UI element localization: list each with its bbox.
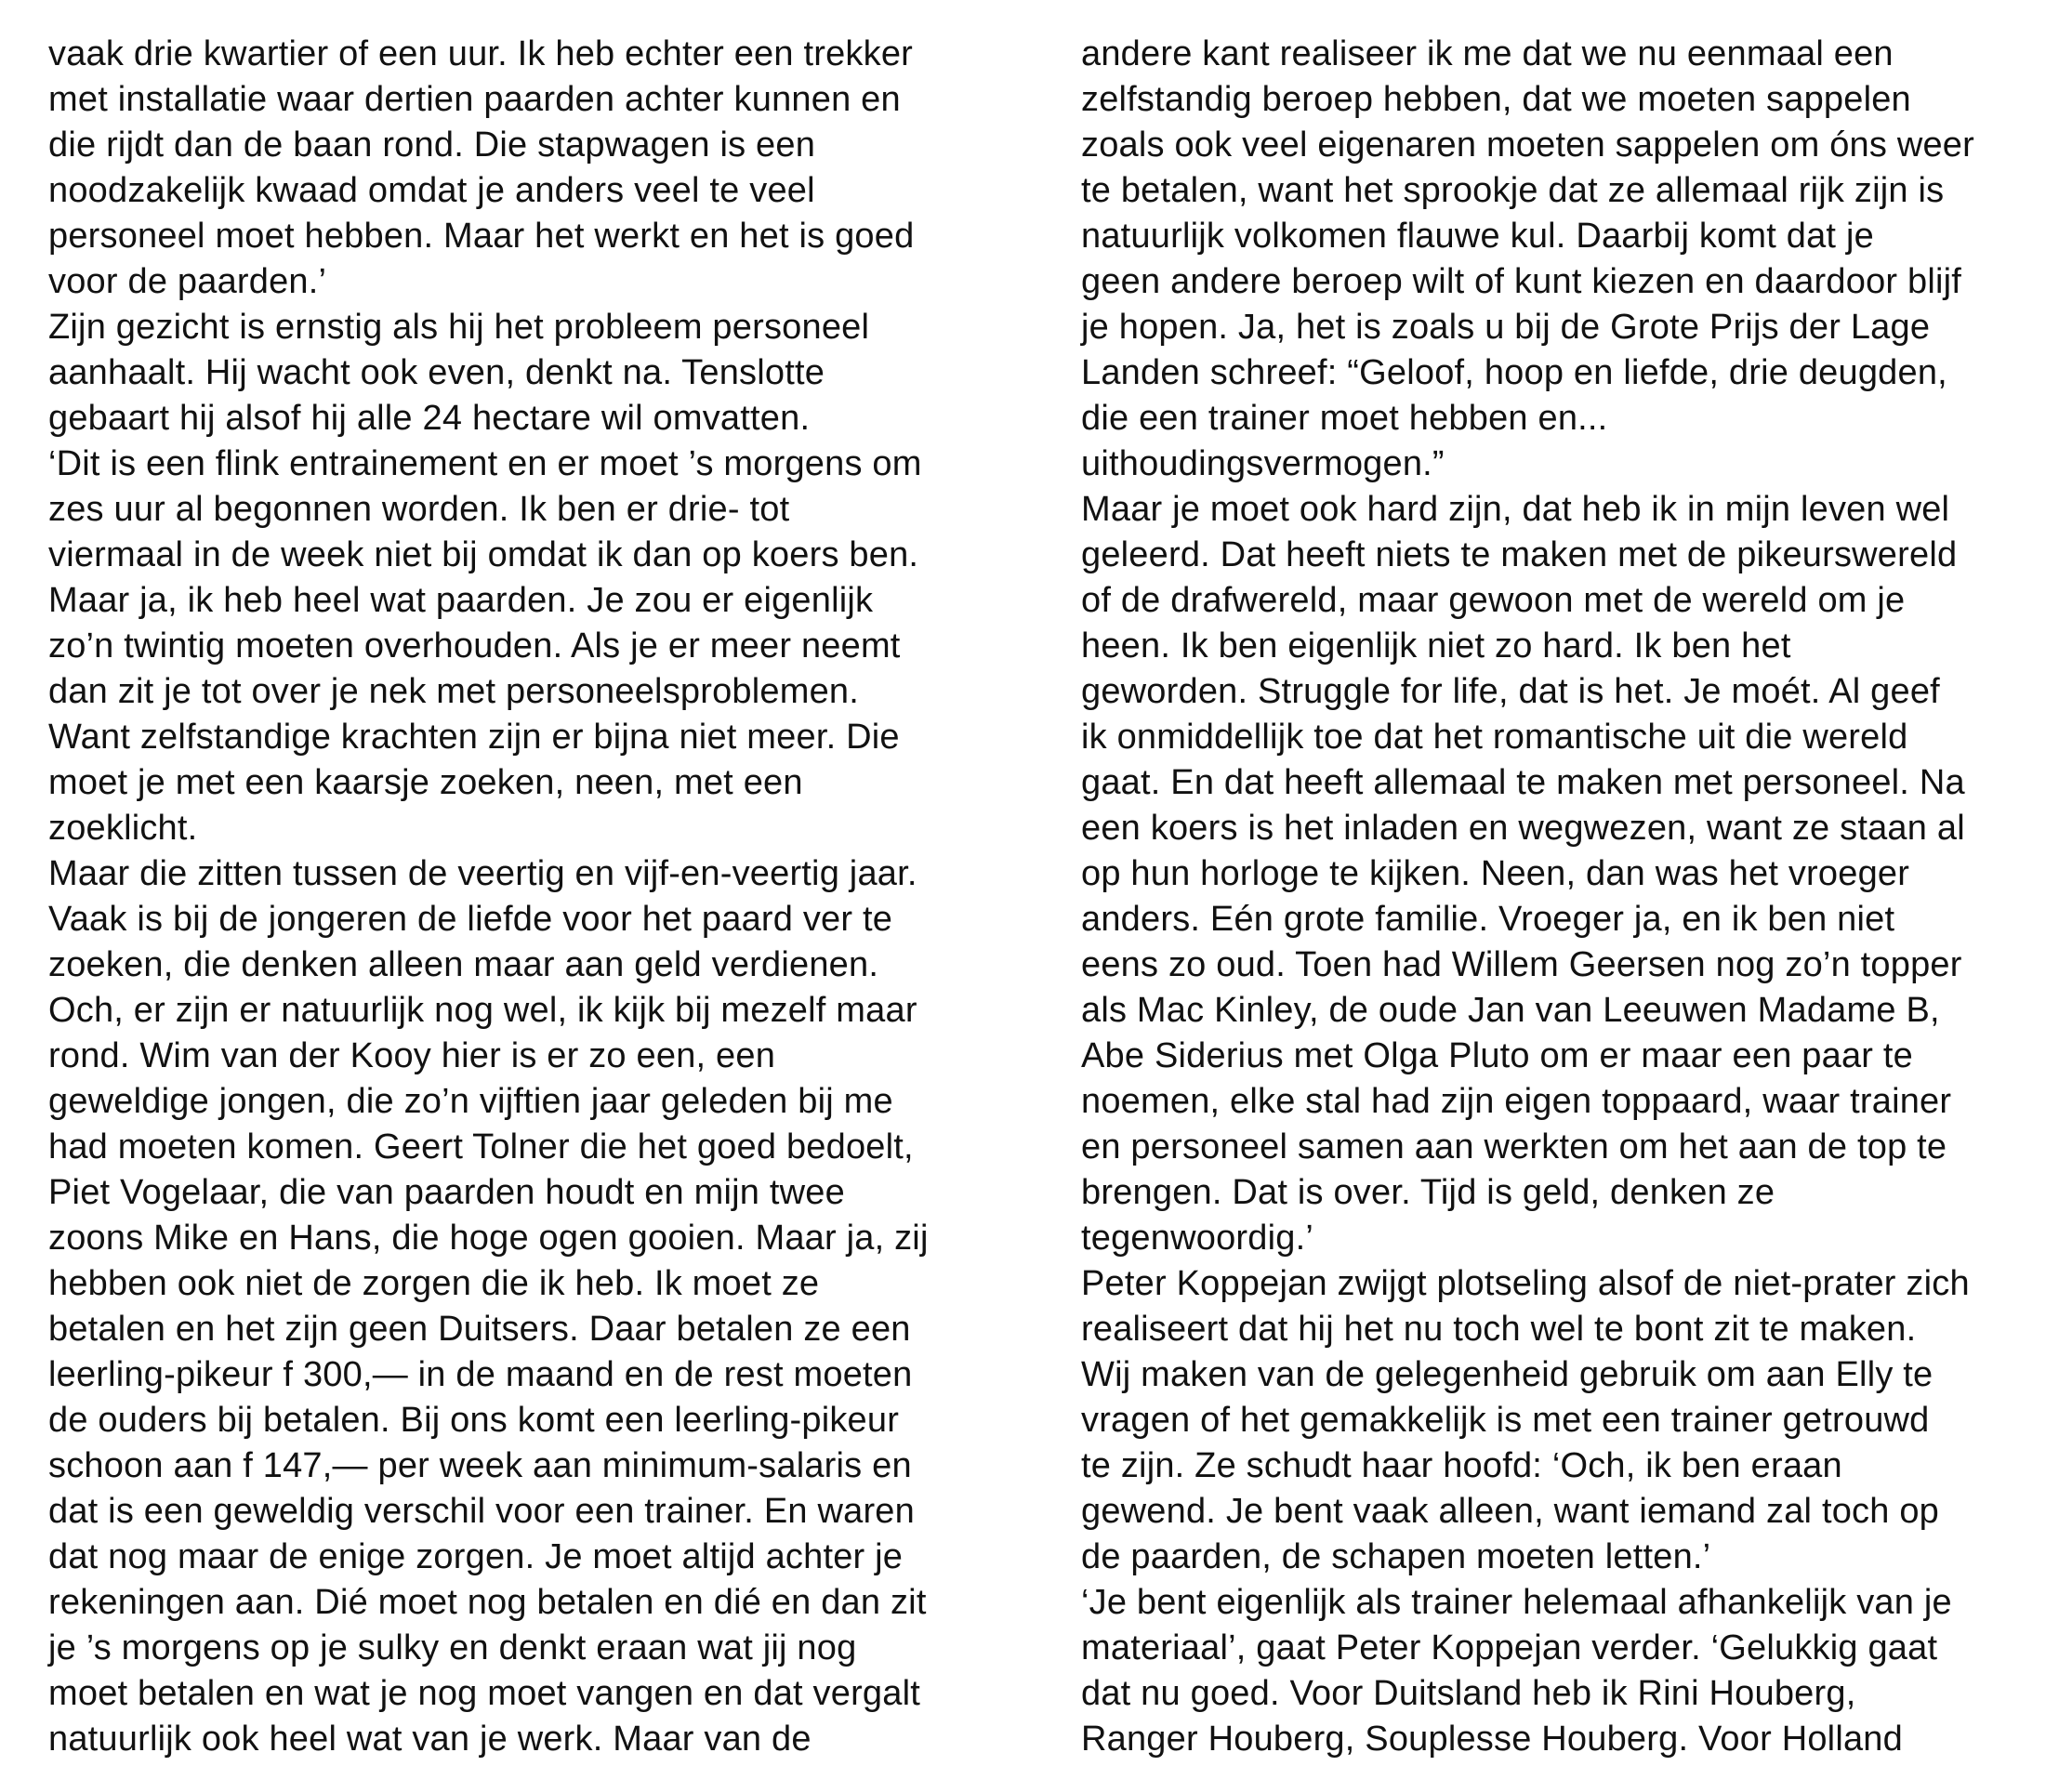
right-text-column (1081, 32, 2057, 1762)
text-line: Och, er zijn er natuurlijk nog wel, ik kijk bij mezelf maar (48, 991, 917, 1030)
text-line: tegenwoordig.’ (1081, 1219, 1313, 1258)
left-text-column (48, 32, 1024, 1762)
text-line: Piet Vogelaar, die van paarden houdt en mijn twee (48, 1173, 845, 1212)
text-line: moet betalen en wat je nog moet vangen en dat vergalt (48, 1674, 921, 1713)
text-line: noodzakelijk kwaad omdat je anders veel te veel (48, 171, 815, 210)
text-line: ‘Dit is een flink entrainement en er moet ’s morgens om (48, 444, 922, 483)
text-line: die rijdt dan de baan rond. Die stapwagen is een (48, 125, 816, 165)
text-line: Zijn gezicht is ernstig als hij het probleem personeel (48, 308, 870, 347)
text-line: zo’n twintig moeten overhouden. Als je er meer neemt (48, 626, 901, 665)
text-line: Maar ja, ik heb heel wat paarden. Je zou er eigenlijk (48, 581, 874, 620)
text-line: Landen schreef: “Geloof, hoop en liefde, drie deugden, (1081, 353, 1947, 392)
text-line: personeel moet hebben. Maar het werkt en het is goed (48, 217, 915, 256)
text-line: zelfstandig beroep hebben, dat we moeten sappelen (1081, 80, 1911, 119)
text-line: zoals ook veel eigenaren moeten sappelen om óns weer (1081, 125, 1974, 165)
text-line: aanhaalt. Hij wacht ook even, denkt na. Tenslotte (48, 353, 825, 392)
text-line: moet je met een kaarsje zoeken, neen, met een (48, 763, 803, 802)
text-line: dat nog maar de enige zorgen. Je moet altijd achter je (48, 1537, 904, 1576)
text-line: een koers is het inladen en wegwezen, want ze staan al (1081, 809, 1965, 848)
text-line: geweldige jongen, die zo’n vijftien jaar geleden bij me (48, 1082, 893, 1121)
text-line: natuurlijk ook heel wat van je werk. Maar van de (48, 1720, 812, 1759)
text-line: te zijn. Ze schudt haar hoofd: ‘Och, ik ben eraan (1081, 1446, 1842, 1485)
text-line: voor de paarden.’ (48, 262, 327, 301)
text-line: dat is een geweldig verschil voor een trainer. En waren (48, 1492, 915, 1531)
text-line: Vaak is bij de jongeren de liefde voor het paard ver te (48, 900, 893, 939)
text-line: als Mac Kinley, de oude Jan van Leeuwen Madame B, (1081, 991, 1940, 1030)
text-line: dat nu goed. Voor Duitsland heb ik Rini Houberg, (1081, 1674, 1856, 1713)
text-line: uithoudingsvermogen.” (1081, 444, 1445, 483)
text-line: geworden. Struggle for life, dat is het. Je moét. Al geef (1081, 672, 1940, 711)
text-line: noemen, elke stal had zijn eigen toppaard, waar trainer (1081, 1082, 1952, 1121)
text-line: materiaal’, gaat Peter Koppejan verder. ‘Gelukkig gaat (1081, 1628, 1938, 1667)
text-line: zoeklicht. (48, 809, 198, 848)
text-line: Peter Koppejan zwijgt plotseling alsof de niet-prater zich (1081, 1264, 1970, 1303)
text-line: had moeten komen. Geert Tolner die het goed bedoelt, (48, 1127, 914, 1166)
text-line: je hopen. Ja, het is zoals u bij de Grote Prijs der Lage (1081, 308, 1931, 347)
text-line: eens zo oud. Toen had Willem Geersen nog zo’n topper (1081, 945, 1962, 984)
text-line: Ranger Houberg, Souplesse Houberg. Voor Holland (1081, 1720, 1903, 1759)
text-line: die een trainer moet hebben en... (1081, 399, 1608, 438)
text-line: de paarden, de schapen moeten letten.’ (1081, 1537, 1711, 1576)
text-line: realiseert dat hij het nu toch wel te bont zit te maken. (1081, 1310, 1917, 1349)
text-line: Abe Siderius met Olga Pluto om er maar een paar te (1081, 1036, 1914, 1075)
text-line: Want zelfstandige krachten zijn er bijna niet meer. Die (48, 718, 900, 757)
text-line: viermaal in de week niet bij omdat ik dan op koers ben. (48, 535, 919, 574)
text-line: zes uur al begonnen worden. Ik ben er drie- tot (48, 490, 790, 529)
text-line: geen andere beroep wilt of kunt kiezen en daardoor blijf (1081, 262, 1962, 301)
text-line: zoeken, die denken alleen maar aan geld verdienen. (48, 945, 879, 984)
text-line: de ouders bij betalen. Bij ons komt een leerling-pikeur (48, 1401, 900, 1440)
text-line: ik onmiddellijk toe dat het romantische uit die wereld (1081, 718, 1908, 757)
text-line: of de drafwereld, maar gewoon met de wereld om je (1081, 581, 1906, 620)
text-line: ‘Je bent eigenlijk als trainer helemaal afhankelijk van je (1081, 1583, 1952, 1622)
text-line: leerling-pikeur f 300,— in de maand en de rest moeten (48, 1355, 913, 1394)
text-line: heen. Ik ben eigenlijk niet zo hard. Ik ben het (1081, 626, 1791, 665)
text-line: brengen. Dat is over. Tijd is geld, denken ze (1081, 1173, 1775, 1212)
text-line: gaat. En dat heeft allemaal te maken met personeel. Na (1081, 763, 1965, 802)
text-line: op hun horloge te kijken. Neen, dan was het vroeger (1081, 854, 1910, 893)
text-line: anders. Eén grote familie. Vroeger ja, en ik ben niet (1081, 900, 1895, 939)
text-line: met installatie waar dertien paarden achter kunnen en (48, 80, 901, 119)
text-line: te betalen, want het sprookje dat ze allemaal rijk zijn is (1081, 171, 1945, 210)
text-line: dan zit je tot over je nek met personeelsproblemen. (48, 672, 860, 711)
text-line: schoon aan f 147,— per week aan minimum-salaris en (48, 1446, 912, 1485)
text-line: Maar je moet ook hard zijn, dat heb ik in mijn leven wel (1081, 490, 1950, 529)
text-line: geleerd. Dat heeft niets te maken met de pikeurswereld (1081, 535, 1958, 574)
text-line: vragen of het gemakkelijk is met een trainer getrouwd (1081, 1401, 1930, 1440)
text-line: zoons Mike en Hans, die hoge ogen gooien. Maar ja, zij (48, 1219, 929, 1258)
text-line: en personeel samen aan werkten om het aan de top te (1081, 1127, 1947, 1166)
text-line: betalen en het zijn geen Duitsers. Daar betalen ze een (48, 1310, 911, 1349)
text-line: rond. Wim van der Kooy hier is er zo een, een (48, 1036, 776, 1075)
text-line: vaak drie kwartier of een uur. Ik heb echter een trekker (48, 34, 914, 73)
text-line: gewend. Je bent vaak alleen, want iemand zal toch op (1081, 1492, 1939, 1531)
text-line: hebben ook niet de zorgen die ik heb. Ik moet ze (48, 1264, 820, 1303)
text-line: rekeningen aan. Dié moet nog betalen en dié en dan zit (48, 1583, 927, 1622)
text-line: je ’s morgens op je sulky en denkt eraan wat jij nog (48, 1628, 857, 1667)
text-line: Maar die zitten tussen de veertig en vijf-en-veertig jaar. (48, 854, 917, 893)
text-line: andere kant realiseer ik me dat we nu eenmaal een (1081, 34, 1894, 73)
text-line: natuurlijk volkomen flauwe kul. Daarbij komt dat je (1081, 217, 1874, 256)
text-line: gebaart hij alsof hij alle 24 hectare wil omvatten. (48, 399, 811, 438)
text-line: Wij maken van de gelegenheid gebruik om aan Elly te (1081, 1355, 1933, 1394)
